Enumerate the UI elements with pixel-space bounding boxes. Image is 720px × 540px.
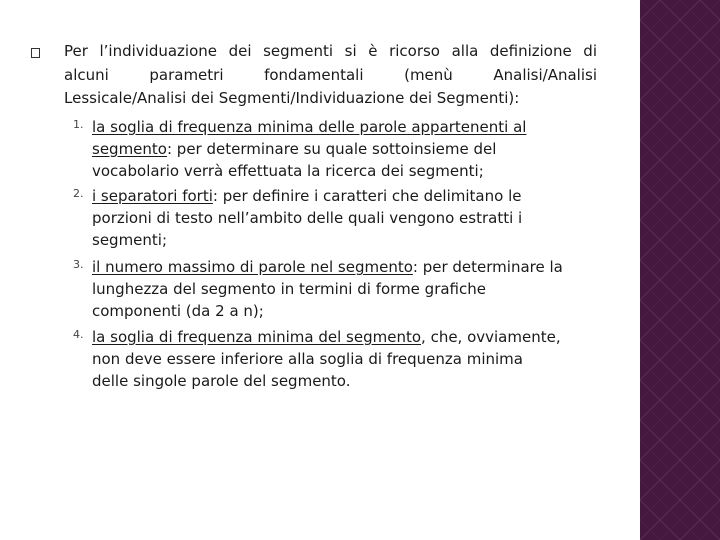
- list-item-number: 4.: [73, 328, 84, 341]
- term-label: la soglia di frequenza minima delle parole appartenenti al: [92, 118, 527, 136]
- term-label: i separatori forti: [92, 187, 213, 205]
- definition-text: segmenti;: [92, 231, 168, 249]
- list-item-text: [92, 116, 604, 182]
- definition-text: : per determinare su quale sottoinsieme del: [166, 140, 497, 158]
- term-label: il numero massimo di parole nel segmento: [92, 258, 413, 276]
- list-item-number: 3.: [73, 258, 84, 271]
- term-label: la soglia di frequenza minima del segmento: [92, 328, 422, 346]
- decorative-side-panel: [640, 0, 720, 540]
- definition-text: vocabolario verrà effettuata la ricerca dei segmenti;: [92, 162, 484, 180]
- list-item-number: 1.: [73, 118, 84, 131]
- definition-text: : per determinare la: [412, 258, 563, 276]
- definition-text: componenti (da 2 a n);: [92, 302, 264, 320]
- definition-text: non deve essere inferiore alla soglia di frequenza minima: [92, 350, 523, 368]
- definition-text: : per definire i caratteri che delimitano le: [212, 187, 522, 205]
- intro-line-1: Per l’individuazione dei segmenti si è ricorso alla definizione di: [64, 42, 597, 60]
- list-item-number: 2.: [73, 187, 84, 200]
- intro-paragraph: [64, 40, 597, 111]
- definition-text: lunghezza del segmento in termini di forme grafiche: [92, 280, 486, 298]
- definition-text: , che, ovviamente,: [421, 328, 561, 346]
- list-item-text: [92, 326, 604, 392]
- definition-text: porzioni di testo nell’ambito delle quali vengono estratti i: [92, 209, 523, 227]
- term-label: segmento: [92, 140, 167, 158]
- definition-text: delle singole parole del segmento.: [92, 372, 351, 390]
- list-item-text: [92, 256, 604, 322]
- diamond-pattern-icon: [640, 0, 720, 540]
- intro-line-2: alcuni parametri fondamentali (menù Analisi/Analisi: [64, 65, 597, 84]
- intro-line-3: Lessicale/Analisi dei Segmenti/Individuazione dei Segmenti):: [64, 89, 520, 107]
- list-item-text: [92, 185, 604, 251]
- bullet-box-icon: [31, 48, 40, 58]
